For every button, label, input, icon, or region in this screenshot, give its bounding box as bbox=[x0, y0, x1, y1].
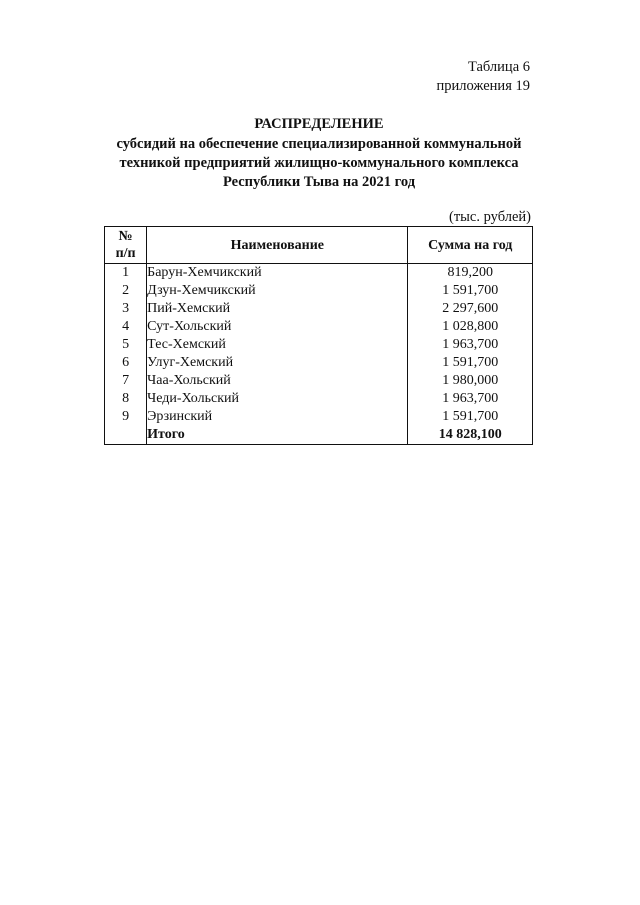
table-row bbox=[105, 336, 533, 354]
row-sum: 1 028,800 bbox=[408, 318, 533, 336]
row-number: 5 bbox=[105, 336, 147, 354]
row-name: Барун-Хемчикский bbox=[147, 264, 408, 283]
row-number: 7 bbox=[105, 372, 147, 390]
header-name: Наименование bbox=[147, 227, 408, 264]
row-name: Дзун-Хемчикский bbox=[147, 282, 408, 300]
row-name: Пий-Хемский bbox=[147, 300, 408, 318]
unit-label: (тыс. рублей) bbox=[449, 209, 531, 225]
header-number bbox=[105, 227, 147, 264]
table-body bbox=[105, 264, 533, 445]
table-row bbox=[105, 282, 533, 300]
row-name: Чаа-Хольский bbox=[147, 372, 408, 390]
table-row bbox=[105, 318, 533, 336]
total-number bbox=[105, 426, 147, 445]
row-number: 4 bbox=[105, 318, 147, 336]
table-total-row bbox=[105, 426, 533, 445]
row-number: 1 bbox=[105, 264, 147, 283]
header-sum: Сумма на год bbox=[408, 227, 533, 264]
row-sum: 1 980,000 bbox=[408, 372, 533, 390]
row-sum: 2 297,600 bbox=[408, 300, 533, 318]
document-subtitle-line-1: субсидий на обеспечение специализированной коммунальной bbox=[116, 136, 522, 152]
table-row bbox=[105, 390, 533, 408]
row-number: 2 bbox=[105, 282, 147, 300]
distribution-table bbox=[104, 226, 533, 445]
row-name: Улуг-Хемский bbox=[147, 354, 408, 372]
row-sum: 1 963,700 bbox=[408, 336, 533, 354]
document-subtitle-line-3: Республики Тыва на 2021 год bbox=[222, 174, 416, 190]
appendix-number: приложения 19 bbox=[436, 78, 530, 94]
table-row bbox=[105, 300, 533, 318]
table-row bbox=[105, 372, 533, 390]
row-number: 3 bbox=[105, 300, 147, 318]
header-number-abbr: п/п bbox=[115, 246, 136, 261]
row-name: Сут-Хольский bbox=[147, 318, 408, 336]
table-header-row bbox=[105, 227, 533, 264]
total-label: Итого bbox=[147, 426, 408, 445]
row-name: Тес-Хемский bbox=[147, 336, 408, 354]
table-row bbox=[105, 264, 533, 283]
row-sum: 819,200 bbox=[408, 264, 533, 283]
row-sum: 1 591,700 bbox=[408, 354, 533, 372]
row-number: 8 bbox=[105, 390, 147, 408]
document-title: РАСПРЕДЕЛЕНИЕ bbox=[254, 116, 384, 132]
document-subtitle-line-2: техникой предприятий жилищно-коммунального комплекса bbox=[119, 155, 519, 171]
row-sum: 1 591,700 bbox=[408, 408, 533, 426]
document-title-block bbox=[104, 115, 534, 192]
table-row bbox=[105, 354, 533, 372]
row-number: 6 bbox=[105, 354, 147, 372]
total-sum: 14 828,100 bbox=[408, 426, 533, 445]
table-number: Таблица 6 bbox=[467, 59, 530, 75]
row-sum: 1 963,700 bbox=[408, 390, 533, 408]
row-name: Эрзинский bbox=[147, 408, 408, 426]
row-name: Чеди-Хольский bbox=[147, 390, 408, 408]
row-number: 9 bbox=[105, 408, 147, 426]
table-reference bbox=[437, 58, 530, 96]
table-row bbox=[105, 408, 533, 426]
row-sum: 1 591,700 bbox=[408, 282, 533, 300]
header-number-symbol: № bbox=[118, 229, 133, 244]
